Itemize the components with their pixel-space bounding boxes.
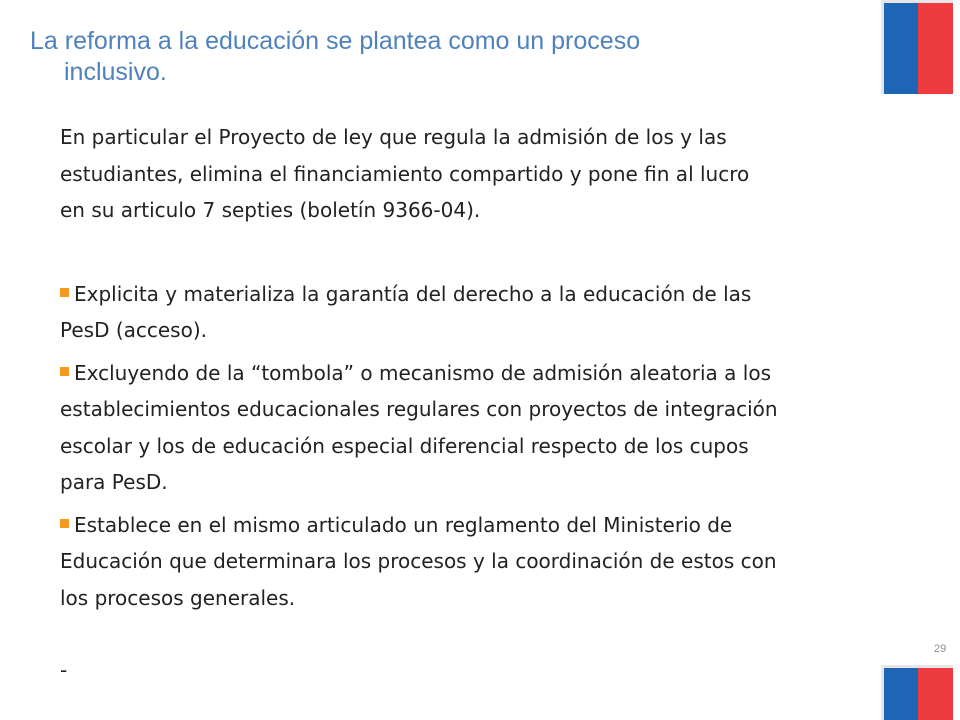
bullet-item-excluyendo [60,355,910,501]
trailing-dash: - [60,658,68,682]
page-number: 29 [934,643,947,655]
flag-blue-stripe [884,3,918,94]
square-bullet-icon [60,288,69,297]
bullet-item-explicita [60,276,910,349]
intro-line: en su articulo 7 septies (boletín 9366-04). [60,198,481,222]
flag-red-stripe [918,3,953,94]
bullet-item-establece [60,507,910,617]
bullet-line: Explicita y materializa la garantía del derecho a la educación de las [74,281,752,306]
bullet-line: escolar y los de educación especial diferencial respecto de los cupos [60,433,749,458]
intro-line: En particular el Proyecto de ley que regula la admisión de los y las [60,125,727,149]
flag-blue-stripe [884,668,918,720]
bullet-line: los procesos generales. [60,585,296,610]
slide-title-line-2: inclusivo. [64,58,167,86]
intro-line: estudiantes, elimina el financiamiento compartido y pone fin al lucro [60,161,750,186]
bullet-line: Educación que determinara los procesos y la coordinación de estos con [60,549,777,573]
flag-red-stripe [918,668,953,720]
slide-title-line-1: La reforma a la educación se plantea como un proceso [30,27,641,55]
paragraph-spacer [60,229,910,276]
bullet-line: Establece en el mismo articulado un reglamento del Ministerio de [74,512,733,537]
intro-paragraph [60,119,910,229]
square-bullet-icon [60,519,69,528]
bullet-line: PesD (acceso). [60,318,208,342]
bullet-line: para PesD. [60,470,168,494]
chile-flag-logo-top [881,0,953,94]
chile-flag-logo-bottom [881,665,953,720]
slide-body [60,119,910,622]
slide-title [30,26,860,88]
bullet-line: Excluyendo de la “tombola” o mecanismo de admisión aleatoria a los [74,360,771,385]
bullet-line: establecimientos educacionales regulares con proyectos de integración [60,397,778,421]
square-bullet-icon [60,367,69,376]
